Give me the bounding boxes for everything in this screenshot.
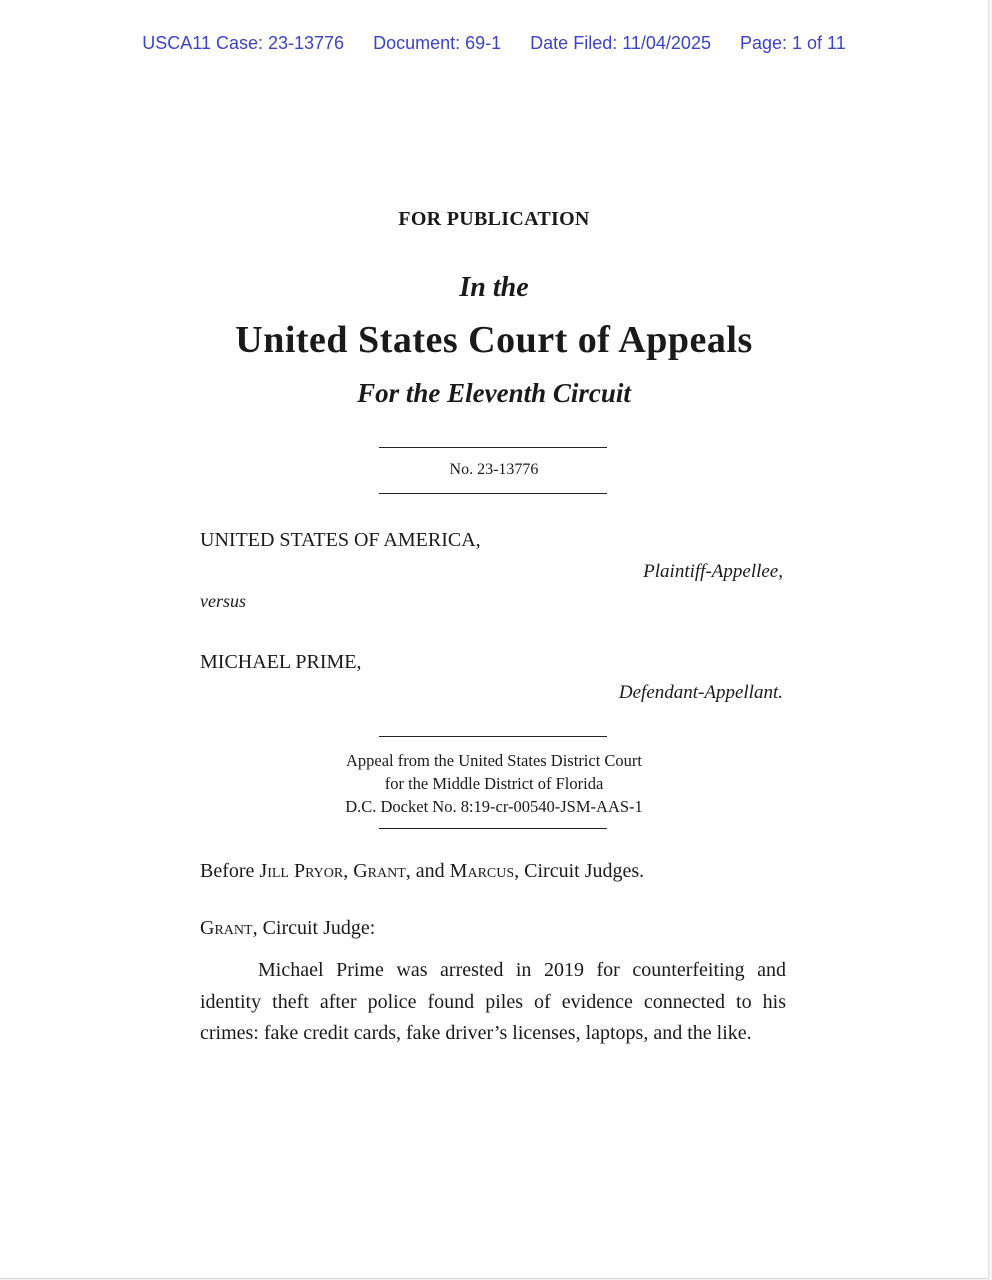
defendant-role: Defendant-Appellant. (618, 682, 783, 703)
publication-status: FOR PUBLICATION (398, 208, 590, 230)
opinion-author: Grant (200, 917, 253, 939)
header-document: Document: 69-1 (373, 33, 502, 53)
plaintiff-name: UNITED STATES OF AMERICA, (200, 529, 481, 551)
divider-mid-2 (379, 828, 607, 829)
opinion-paragraph: Michael Prime was arrested in 2019 for counterfeiting and identity theft after police found piles of evidence connected to his crimes: fake credit cards, fake driver’s licenses, laptops, and the like. (200, 959, 786, 1044)
panel-judge-2: Grant (353, 860, 406, 882)
header-date-filed: Date Filed: 11/04/2025 (530, 33, 711, 53)
divider-top-1 (379, 447, 607, 448)
filing-header (0, 33, 988, 54)
panel-judge-1: Jill Pryor (259, 860, 344, 882)
panel-sep-1: , (343, 860, 349, 882)
opinion-author-line (200, 917, 375, 940)
versus-label: versus (200, 591, 246, 611)
header-case: USCA11 Case: 23-13776 (142, 33, 345, 53)
divider-mid-1 (379, 736, 607, 737)
panel-sep-2: , and (405, 860, 445, 882)
header-page: Page: 1 of 11 (739, 33, 846, 53)
panel-line (200, 860, 644, 883)
panel-judge-3: Marcus (449, 860, 515, 882)
opinion-author-suffix: , Circuit Judge: (252, 917, 376, 939)
circuit-name: For the Eleventh Circuit (357, 378, 631, 408)
appeal-line-3: D.C. Docket No. 8:19-cr-00540-JSM-AAS-1 (345, 797, 643, 816)
plaintiff-role: Plaintiff-Appellee, (643, 561, 783, 582)
appeal-origin (0, 749, 988, 818)
defendant-name: MICHAEL PRIME, (200, 651, 362, 673)
appeal-line-2: for the Middle District of Florida (384, 774, 604, 793)
panel-before: Before (200, 860, 255, 882)
case-number: No. 23-13776 (449, 461, 539, 478)
title-in-the: In the (459, 272, 529, 303)
panel-suffix: , Circuit Judges. (514, 860, 645, 882)
divider-top-2 (379, 493, 607, 494)
appeal-line-1: Appeal from the United States District Court (345, 751, 643, 770)
court-name: United States Court of Appeals (235, 319, 753, 361)
